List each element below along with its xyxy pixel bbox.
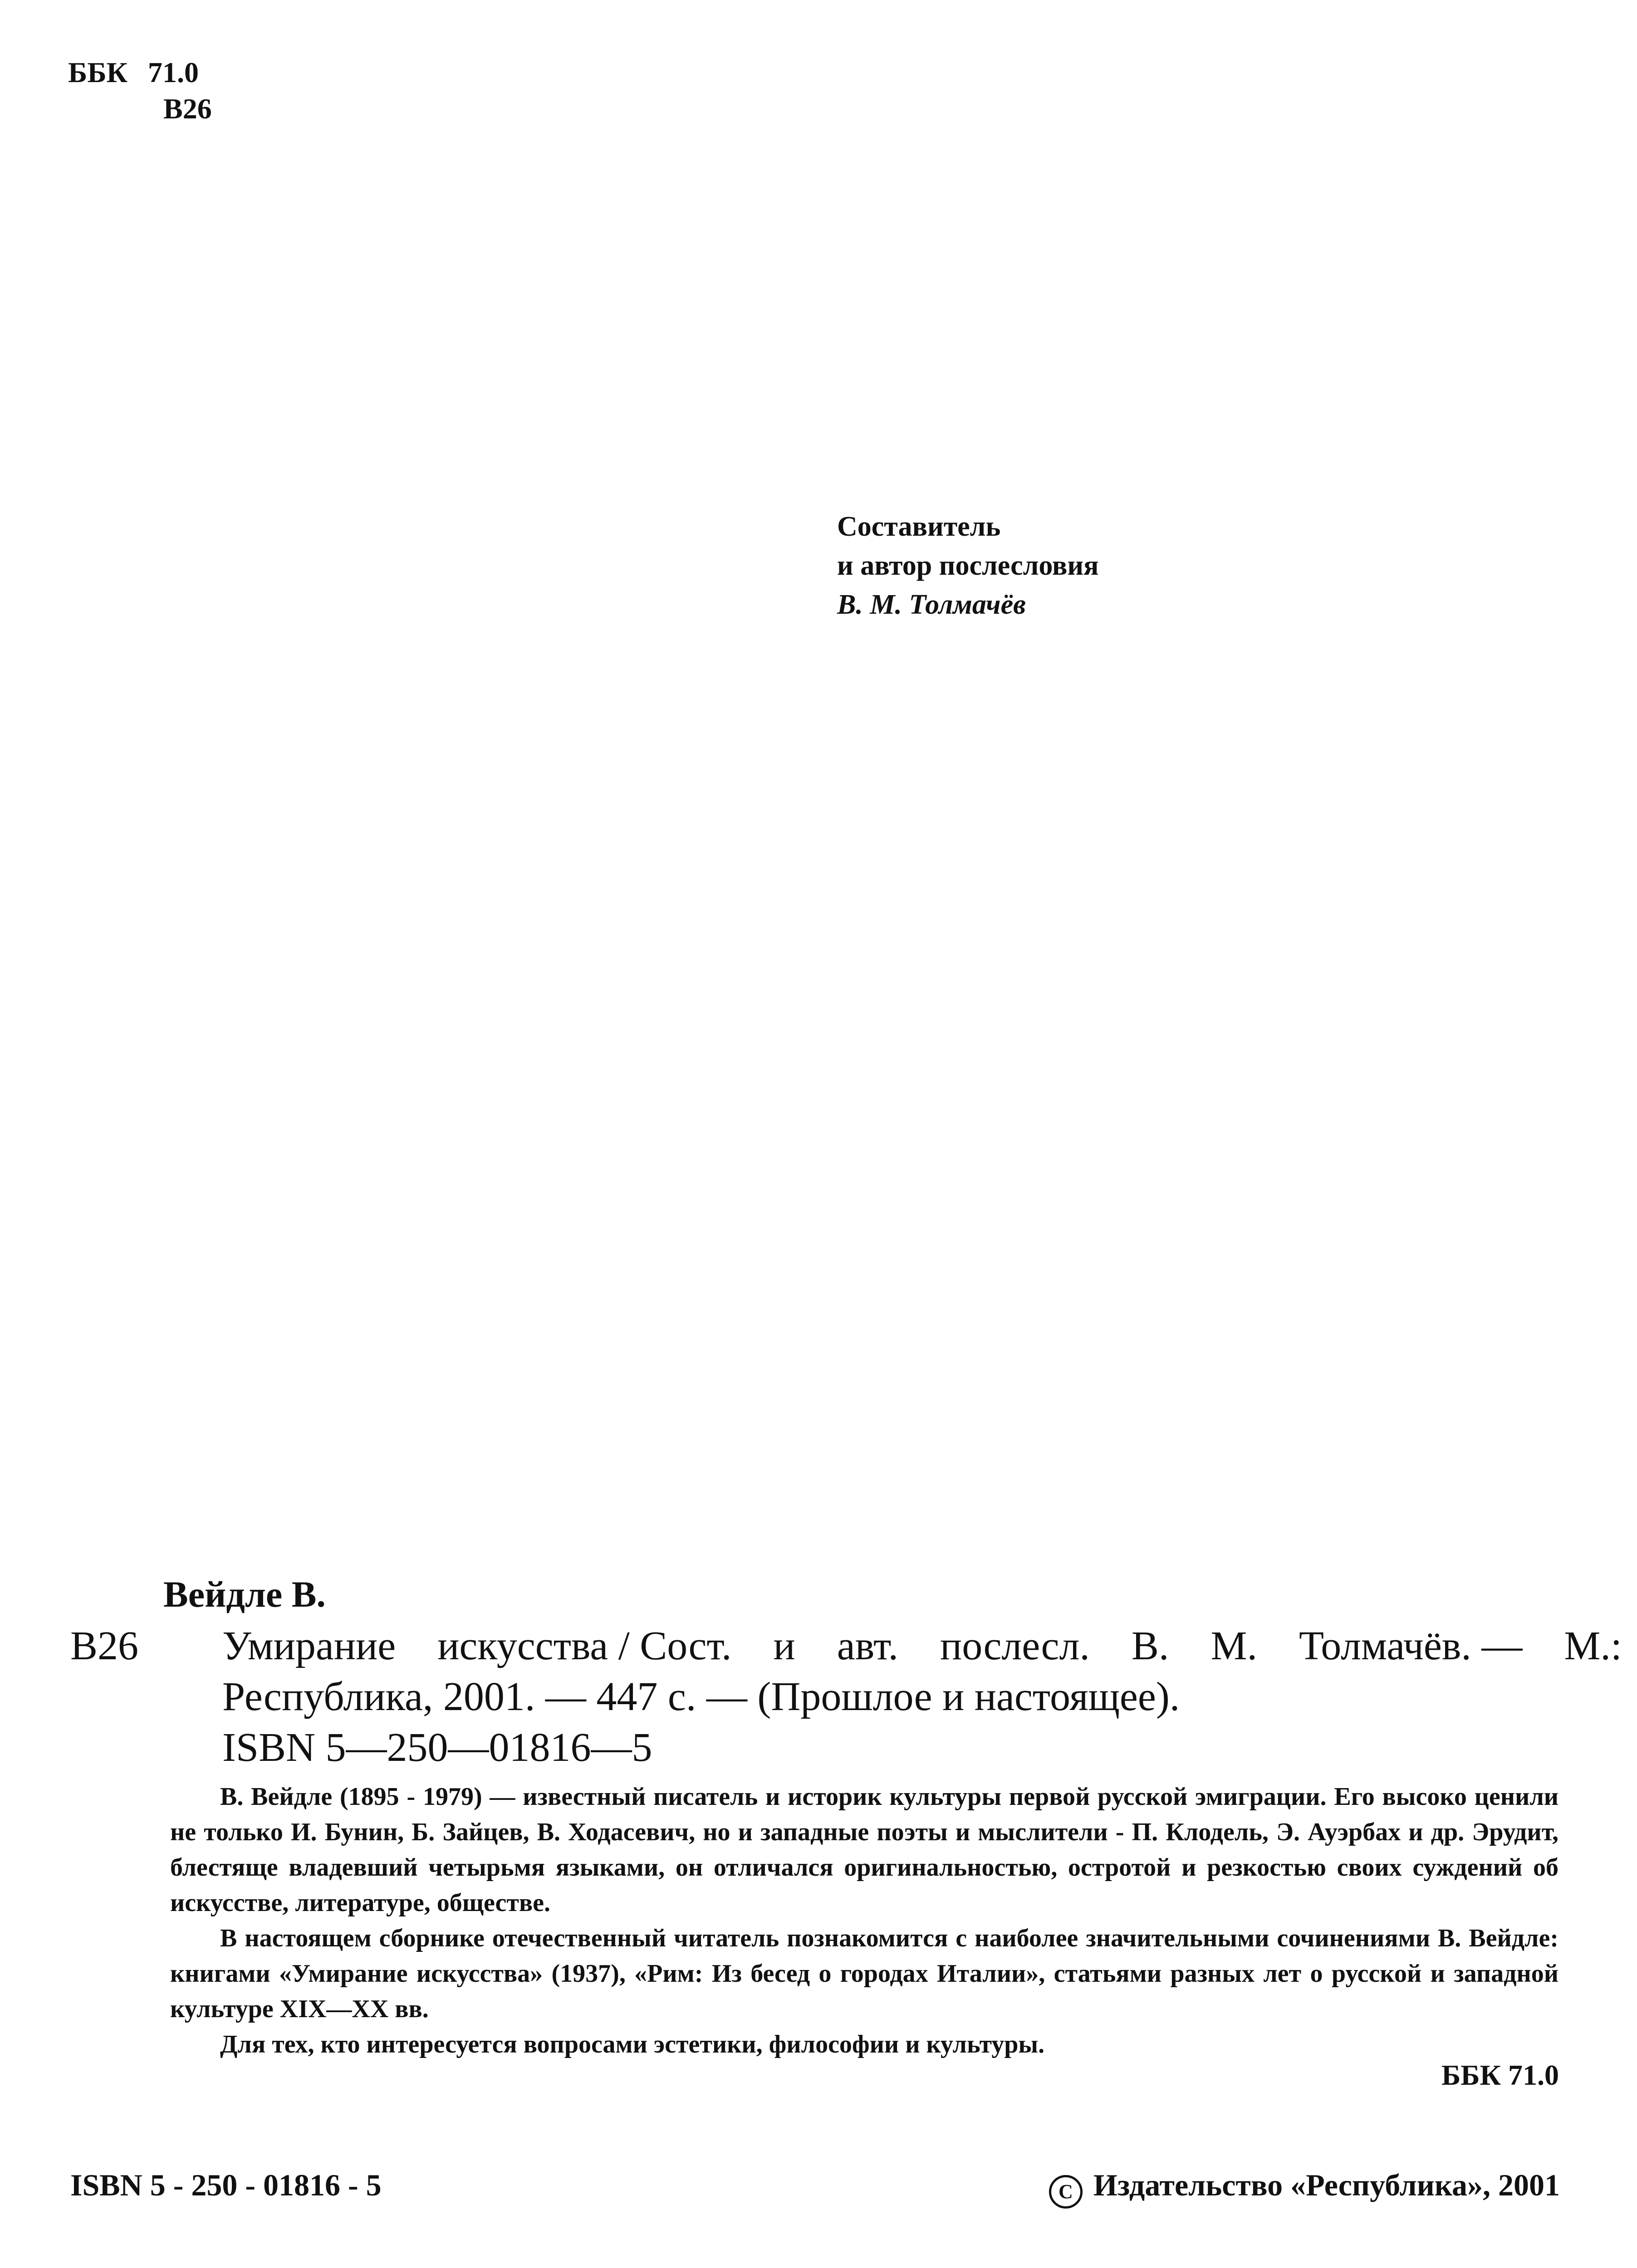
title-word: искусства / Сост. <box>437 1623 732 1668</box>
abstract-paragraph: В. Вейдле (1895 - 1979) — известный писатель и историк культуры первой русской эмиграции. Его высоко ценили не только И. Бунин, Б. Зайцев, В. Ходасевич, но и западные поэты и мыслители - П. Клодель, Э. Ауэрбах и др. Эрудит, блестяще владевший четырьмя языками, он отличался оригинальностью, остротой и резкостью своих суждений об искусстве, литературе, обществе. <box>170 1783 1559 1917</box>
title-word: Толмачёв. — <box>1299 1623 1523 1668</box>
catalog-code: В26 <box>70 1623 139 1668</box>
author-mark: В26 <box>163 93 212 125</box>
bbk-classification <box>68 54 212 127</box>
copyright-text: Издательство «Республика», 2001 <box>1093 2168 1560 2202</box>
catalog-title-line <box>222 1621 1622 1672</box>
title-word: М.: <box>1564 1623 1622 1668</box>
catalog-lines <box>222 1621 1622 1773</box>
copyright-line <box>1049 2167 1560 2209</box>
catalog-publication-line: Республика, 2001. — 447 с. — (Прошлое и настоящее). <box>222 1674 1180 1719</box>
bbk-bottom: ББК 71.0 <box>1441 2059 1559 2091</box>
title-word: послесл. <box>940 1623 1090 1668</box>
bbk-label: ББК <box>68 56 128 88</box>
abstract <box>170 1779 1559 2062</box>
compiler-block <box>837 507 1099 624</box>
title-word: и <box>773 1623 795 1668</box>
compiler-line1: Составитель <box>837 511 1001 542</box>
abstract-paragraph: Для тех, кто интересуется вопросами эстетики, философии и культуры. <box>220 2030 1045 2058</box>
compiler-name: В. М. Толмачёв <box>837 589 1026 620</box>
title-word: В. <box>1131 1623 1169 1668</box>
catalog-author: Вейдле В. <box>163 1574 326 1615</box>
title-word: М. <box>1211 1623 1257 1668</box>
compiler-line2: и автор послесловия <box>837 550 1099 581</box>
copyright-icon: C <box>1049 2175 1083 2209</box>
bbk-code: 71.0 <box>148 56 199 88</box>
title-word: Умирание <box>222 1623 396 1668</box>
footer-isbn: ISBN 5 - 250 - 01816 - 5 <box>70 2168 382 2202</box>
catalog-isbn: ISBN 5—250—01816—5 <box>222 1725 652 1770</box>
abstract-paragraph: В настоящем сборнике отечественный читатель познакомится с наиболее значительными сочинениями В. Вейдле: книгами «Умирание искусства» (1937), «Рим: Из бесед о городах Италии», статьями разных лет о русской и западной культуре XIX—XX вв. <box>170 1924 1559 2023</box>
title-word: авт. <box>837 1623 899 1668</box>
